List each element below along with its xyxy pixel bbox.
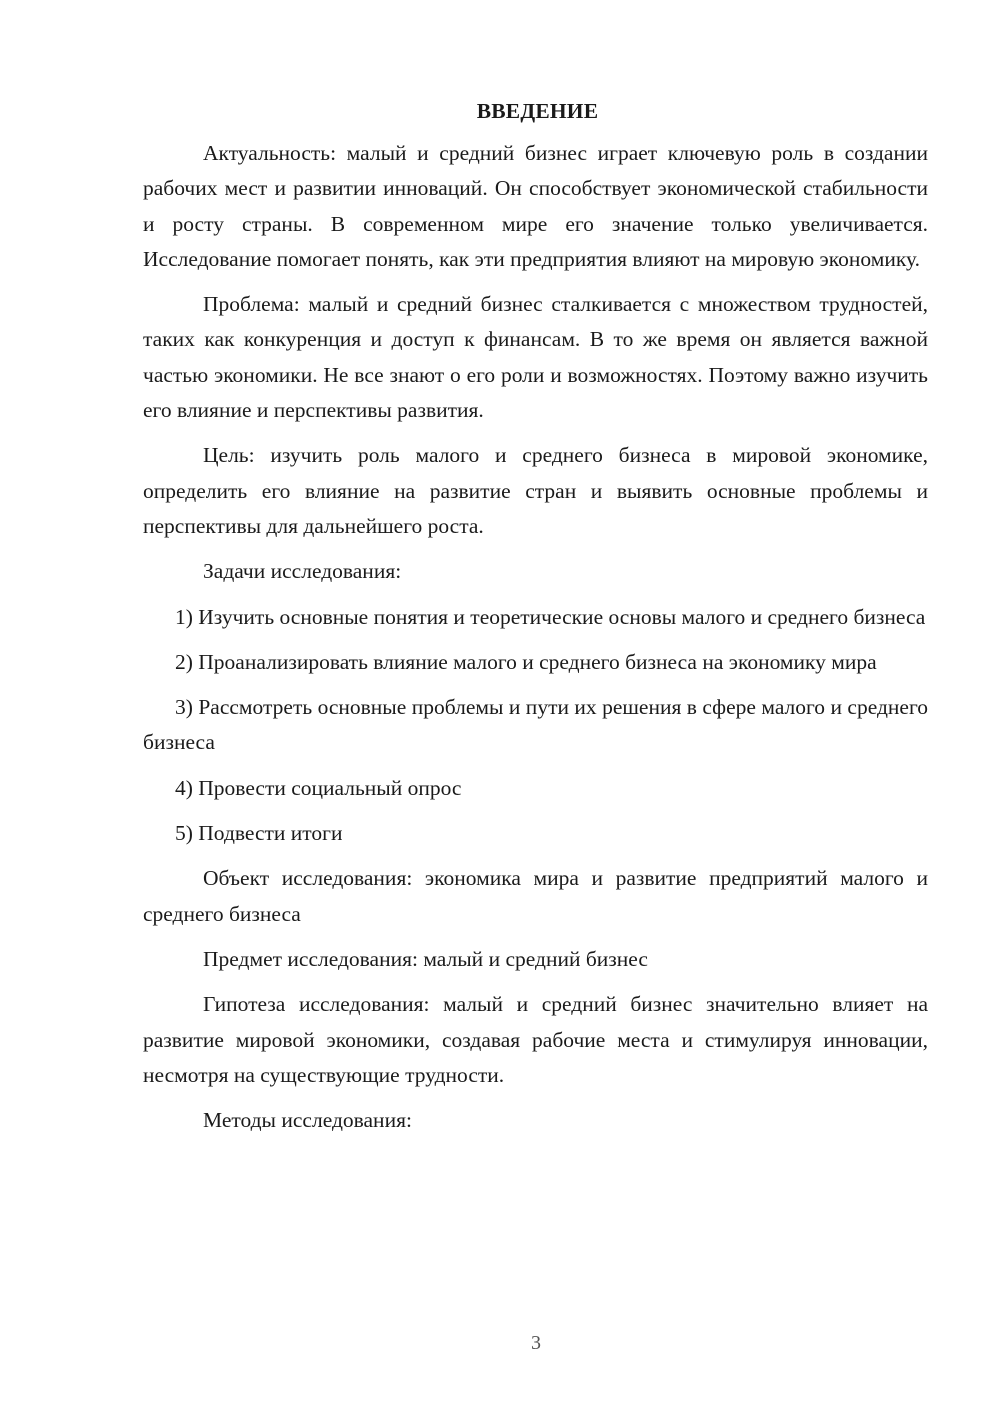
list-item: 1) Изучить основные понятия и теоретические основы малого и среднего бизнеса bbox=[175, 604, 926, 629]
list-item: 5) Подвести итоги bbox=[175, 821, 343, 846]
paragraph-hypothesis: Гипотеза исследования: малый и средний бизнес значительно влияет на развитие мировой экономики, создавая рабочие места и стимулируя инновации, несмотря на существующие трудности. bbox=[143, 992, 928, 1087]
paragraph-object: Объект исследования: экономика мира и развитие предприятий малого и среднего бизнеса bbox=[143, 866, 928, 926]
list-item: 2) Проанализировать влияние малого и среднего бизнеса на экономику мира bbox=[175, 649, 877, 674]
paragraph-relevance: Актуальность: малый и средний бизнес играет ключевую роль в создании рабочих мест и развитии инноваций. Он способствует экономической стабильности и росту страны. В современном мире его значение только увеличивается. Исследование помогает понять, как эти предприятия влияют на мировую экономику. bbox=[143, 141, 928, 271]
document-body bbox=[143, 96, 928, 1148]
paragraph-problem: Проблема: малый и средний бизнес сталкивается с множеством трудностей, таких как конкуренция и доступ к финансам. В то же время он является важной частью экономики. Не все знают о его роли и возможностях. Поэтому важно изучить его влияние и перспективы развития. bbox=[143, 292, 928, 423]
list-item: 3) Рассмотреть основные проблемы и пути их решения в сфере малого и среднего бизнеса bbox=[143, 695, 928, 755]
paragraph-tasks-title: Задачи исследования: bbox=[203, 559, 402, 584]
paragraph-goal: Цель: изучить роль малого и среднего бизнеса в мировой экономике, определить его влияние на развитие стран и выявить основные проблемы и перспективы для дальнейшего роста. bbox=[143, 443, 928, 538]
section-heading: ВВЕДЕНИЕ bbox=[476, 99, 599, 123]
list-item: 4) Провести социальный опрос bbox=[175, 775, 462, 800]
paragraph-subject: Предмет исследования: малый и средний бизнес bbox=[203, 946, 648, 971]
tasks-list bbox=[143, 600, 928, 852]
paragraph-methods: Методы исследования: bbox=[203, 1108, 412, 1133]
page-number: 3 bbox=[531, 1332, 541, 1354]
